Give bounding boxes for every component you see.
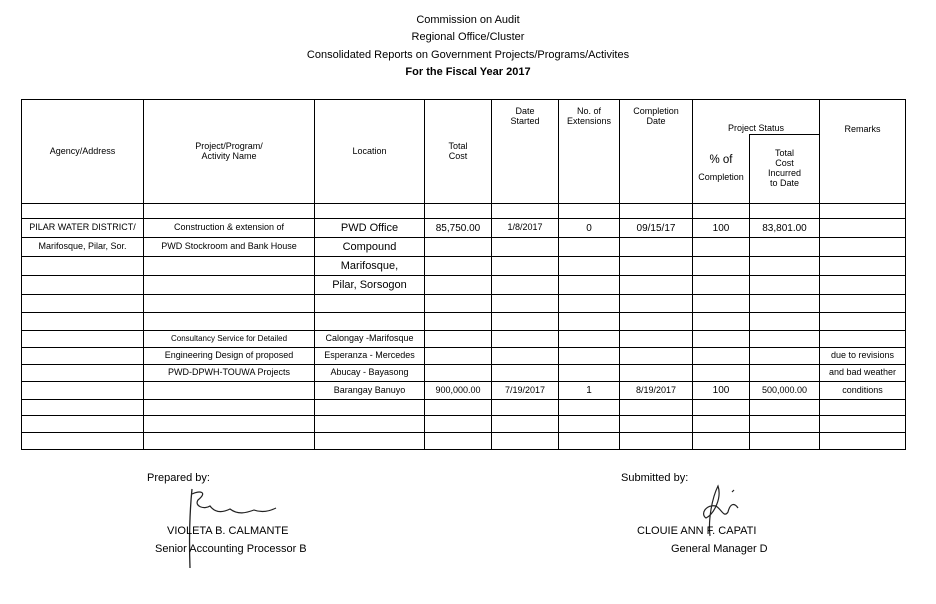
prepared-by-title: Senior Accounting Processor B	[155, 543, 307, 555]
cell-completion-date: 8/19/2017	[620, 382, 693, 400]
cell-pct-completion: 100	[693, 382, 750, 400]
cell-remarks: and bad weather	[820, 365, 906, 382]
table-row	[22, 313, 906, 331]
submitted-by-label: Submitted by:	[621, 472, 689, 484]
table-header-row	[22, 100, 906, 135]
table-row	[22, 257, 906, 276]
cell-remarks: due to revisions	[820, 348, 906, 365]
cell-location: Compound	[315, 238, 425, 257]
cell-location: Marifosque,	[315, 257, 425, 276]
table-row	[22, 331, 906, 348]
col-completion-date-header: Completion Date	[620, 100, 693, 135]
cell-project: Consultancy Service for Detailed	[144, 331, 315, 348]
table-row	[22, 348, 906, 365]
col-pct-completion-header: % of Completion	[693, 135, 750, 204]
submitted-by-title: General Manager D	[671, 543, 768, 555]
col-total-cost-header: Total Cost	[425, 100, 492, 204]
cell-cost-incurred: 83,801.00	[750, 219, 820, 238]
table-row	[22, 204, 906, 219]
table-row	[22, 219, 906, 238]
cell-total-cost: 900,000.00	[425, 382, 492, 400]
cell-extensions: 0	[559, 219, 620, 238]
projects-table	[21, 99, 906, 450]
table-row	[22, 276, 906, 295]
cell-agency: Marifosque, Pilar, Sor.	[22, 238, 144, 257]
col-date-started-header: Date Started	[492, 100, 559, 135]
report-fiscal-year: For the Fiscal Year 2017	[405, 66, 531, 78]
report-agency-title: Commission on Audit	[416, 14, 520, 26]
cell-cost-incurred: 500,000.00	[750, 382, 820, 400]
col-agency-header: Agency/Address	[22, 100, 144, 204]
prepared-by-label: Prepared by:	[147, 472, 210, 484]
table-row	[22, 365, 906, 382]
report-title: Consolidated Reports on Government Projects/Programs/Activites	[306, 49, 630, 61]
table-row	[22, 295, 906, 313]
col-remarks-header: Remarks	[820, 100, 906, 135]
col-project-status-header: Project Status	[693, 100, 820, 135]
cell-date-started: 7/19/2017	[492, 382, 559, 400]
table-row	[22, 433, 906, 450]
cell-location: PWD Office	[315, 219, 425, 238]
cell-remarks: conditions	[820, 382, 906, 400]
table-row	[22, 400, 906, 416]
cell-completion-date: 09/15/17	[620, 219, 693, 238]
table-row	[22, 416, 906, 433]
col-cost-incurred-header: Total Cost Incurred to Date	[750, 135, 820, 204]
submitted-by-name: CLOUIE ANN F. CAPATI	[637, 525, 757, 537]
table-row	[22, 238, 906, 257]
cell-location: Esperanza - Mercedes	[315, 348, 425, 365]
cell-project: Construction & extension of	[144, 219, 315, 238]
col-extensions-header: No. of Extensions	[559, 100, 620, 135]
cell-location: Barangay Banuyo	[315, 382, 425, 400]
cell-total-cost: 85,750.00	[425, 219, 492, 238]
cell-location: Calongay -Marifosque	[315, 331, 425, 348]
table-row	[22, 382, 906, 400]
cell-location: Abucay - Bayasong	[315, 365, 425, 382]
cell-extensions: 1	[559, 382, 620, 400]
prepared-by-name: VIOLETA B. CALMANTE	[167, 525, 289, 537]
cell-agency: PILAR WATER DISTRICT/	[22, 219, 144, 238]
col-location-header: Location	[315, 100, 425, 204]
cell-project: PWD Stockroom and Bank House	[144, 238, 315, 257]
cell-project: Engineering Design of proposed	[144, 348, 315, 365]
cell-remarks	[820, 219, 906, 238]
cell-location: Pilar, Sorsogon	[315, 276, 425, 295]
cell-date-started: 1/8/2017	[492, 219, 559, 238]
cell-pct-completion: 100	[693, 219, 750, 238]
cell-project: PWD-DPWH-TOUWA Projects	[144, 365, 315, 382]
col-project-header: Project/Program/ Activity Name	[144, 100, 315, 204]
report-office-title: Regional Office/Cluster	[411, 31, 525, 43]
